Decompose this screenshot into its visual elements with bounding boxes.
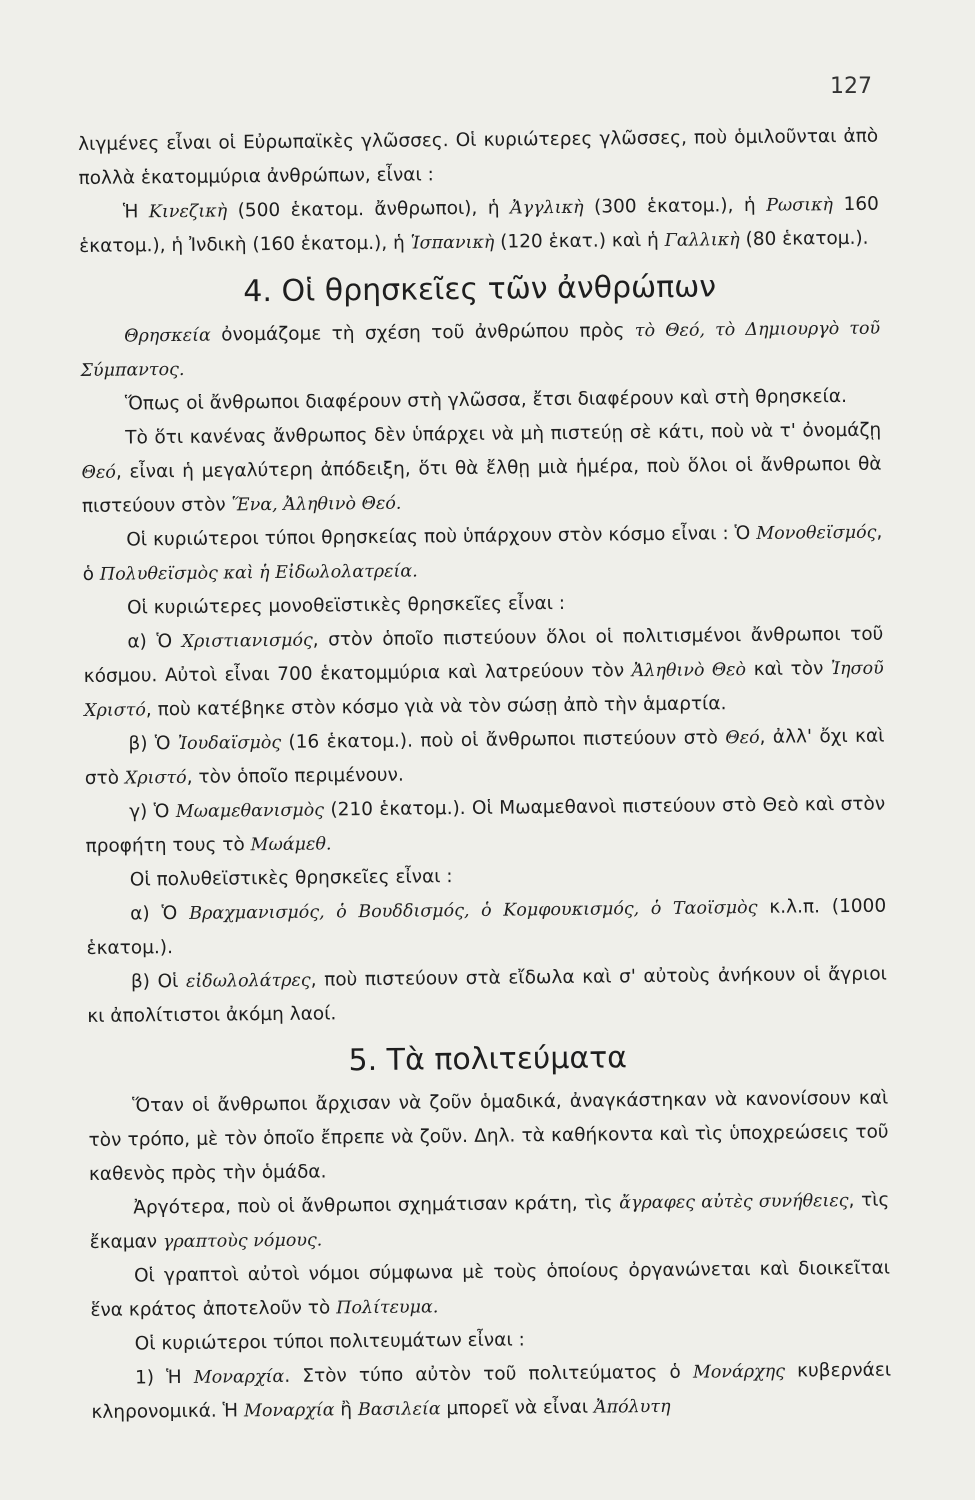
list-item-idolaters: β) Οἱ εἰδωλολάτρες, ποὺ πιστεύουν στὰ εἴδωλα καὶ σ' αὐτοὺς ἀνήκουν οἱ ἄγριοι κι ἀπολίτιστοι ἀκόμη λαοί. (87, 963, 887, 1027)
paragraph-polytheistic-intro: Οἱ πολυθεϊστικὲς θρησκεῖες εἶναι : (129, 866, 453, 891)
paragraph-languages-intro: λιγμένες εἶναι οἱ Εὐρωπαϊκὲς γλῶσσες. Οἱ κυριώτερες γλῶσσες, ποὺ ὁμιλοῦνται ἀπὸ πολλὰ ἑκατομμύρια ἀνθρώπων, εἶναι : (78, 125, 879, 189)
list-item-eastern-religions: α) Ὁ Βραχμανισμός, ὁ Βουδδισμός, ὁ Κομφουκισμός, ὁ Ταοϊσμὸς κ.λ.π. (1000 ἑκατομ.). (86, 895, 887, 959)
paragraph-monotheistic-intro: Οἱ κυριώτερες μονοθεϊστικὲς θρησκεῖες εἶναι : (126, 592, 566, 619)
paragraph-languages-list: Ἡ Κινεζικὴ (500 ἑκατομ. ἄνθρωποι), ἡ Ἀγγλικὴ (300 ἑκατομ.), ἡ Ρωσικὴ 160 ἑκατομ.), ἡ Ἰνδικὴ (160 ἑκατομ.), ἡ Ἱσπανικὴ (120 ἑκατ.) καὶ ἡ Γαλλικὴ (80 ἑκατομ.). (79, 193, 879, 257)
page-body (78, 120, 892, 1430)
paragraph-written-laws: Ἀργότερα, ποὺ οἱ ἄνθρωποι σχημάτισαν κράτη, τὶς ἄγραφες αὐτὲς συνήθειες, τὶς ἔκαμαν γραπτοὺς νόμους. (89, 1189, 890, 1253)
paragraph-religion-difference: Ὅπως οἱ ἄνθρωποι διαφέρουν στὴ γλῶσσα, ἔτσι διαφέρουν καὶ στὴ θρησκεία. (124, 385, 848, 415)
page-number: 127 (830, 74, 872, 99)
section-heading-governments: 5. Τὰ πολιτεύματα (348, 1040, 628, 1079)
paragraph-one-god: Τὸ ὅτι κανένας ἄνθρωπος δὲν ὑπάρχει νὰ μὴ πιστεύῃ σὲ κάτι, ποὺ νὰ τ' ὀνομάζῃ Θεό, εἶναι ἡ μεγαλύτερη ἀπόδειξη, ὅτι θὰ ἔλθῃ μιὰ ἡμέρα, ποὺ ὅλοι οἱ ἄνθρωποι θὰ πιστεύουν στὸν Ἕνα, Ἀληθινὸ Θεό. (81, 419, 882, 517)
paragraph-communal-life: Ὅταν οἱ ἄνθρωποι ἄρχισαν νὰ ζοῦν ὁμαδικά, ἀναγκάστηκαν νὰ κανονίσουν καὶ τὸν τρόπο, μὲ τὸν ὁποῖο ἔπρεπε νὰ ζοῦν. Δηλ. τὰ καθήκοντα καὶ τὶς ὑποχρεώσεις τοῦ καθενὸς πρὸς τὴν ὁμάδα. (88, 1087, 889, 1185)
paragraph-religion-definition: Θρησκεία ὀνομάζομε τὴ σχέση τοῦ ἀνθρώπου πρὸς τὸ Θεό, τὸ Δημιουργὸ τοῦ Σύμπαντος. (80, 318, 881, 381)
list-item-judaism: β) Ὁ Ἰουδαϊσμὸς (16 ἑκατομ.). ποὺ οἱ ἄνθρωποι πιστεύουν στὸ Θεό, ἀλλ' ὄχι καὶ στὸ Χριστό, τὸν ὁποῖο περιμένουν. (84, 725, 885, 789)
paragraph-polity-definition: Οἱ γραπτοὶ αὐτοὶ νόμοι σύμφωνα μὲ τοὺς ὁποίους ὀργανώνεται καὶ διοικεῖται ἕνα κράτος ἀποτελοῦν τὸ Πολίτευμα. (90, 1257, 891, 1321)
list-item-islam: γ) Ὁ Μωαμεθανισμὸς (210 ἑκατομ.). Οἱ Μωαμεθανοὶ πιστεύουν στὸ Θεὸ καὶ στὸν προφήτη τους τὸ Μωάμεθ. (85, 793, 886, 857)
paragraph-government-types: Οἱ κυριώτεροι τύποι πολιτευμάτων εἶναι : (134, 1329, 525, 1355)
list-item-monarchy: 1) Ἡ Μοναρχία. Στὸν τύπο αὐτὸν τοῦ πολιτεύματος ὁ Μονάρχης κυβερνάει κληρονομικά. Ἡ Μοναρχία ἢ Βασιλεία μπορεῖ νὰ εἶναι Ἀπόλυτη (91, 1359, 892, 1423)
section-heading-religions: 4. Οἱ θρησκεῖες τῶν ἀνθρώπων (243, 269, 717, 310)
list-item-christianity: α) Ὁ Χριστιανισμός, στὸν ὁποῖο πιστεύουν ὅλοι οἱ πολιτισμένοι ἄνθρωποι τοῦ κόσμου. Αὐτοὶ εἶναι 700 ἑκατομμύρια καὶ λατρεύουν τὸν Ἀληθινὸ Θεὸ καὶ τὸν Ἰησοῦ Χριστό, ποὺ κατέβηκε στὸν κόσμο γιὰ νὰ τὸν σώσῃ ἀπὸ τὴν ἁμαρτία. (83, 623, 884, 721)
paragraph-religion-types: Οἱ κυριώτεροι τύποι θρησκείας ποὺ ὑπάρχουν στὸν κόσμο εἶναι : Ὁ Μονοθεϊσμός, ὁ Πολυθεϊσμὸς καὶ ἡ Εἰδωλολατρεία. (82, 521, 883, 585)
